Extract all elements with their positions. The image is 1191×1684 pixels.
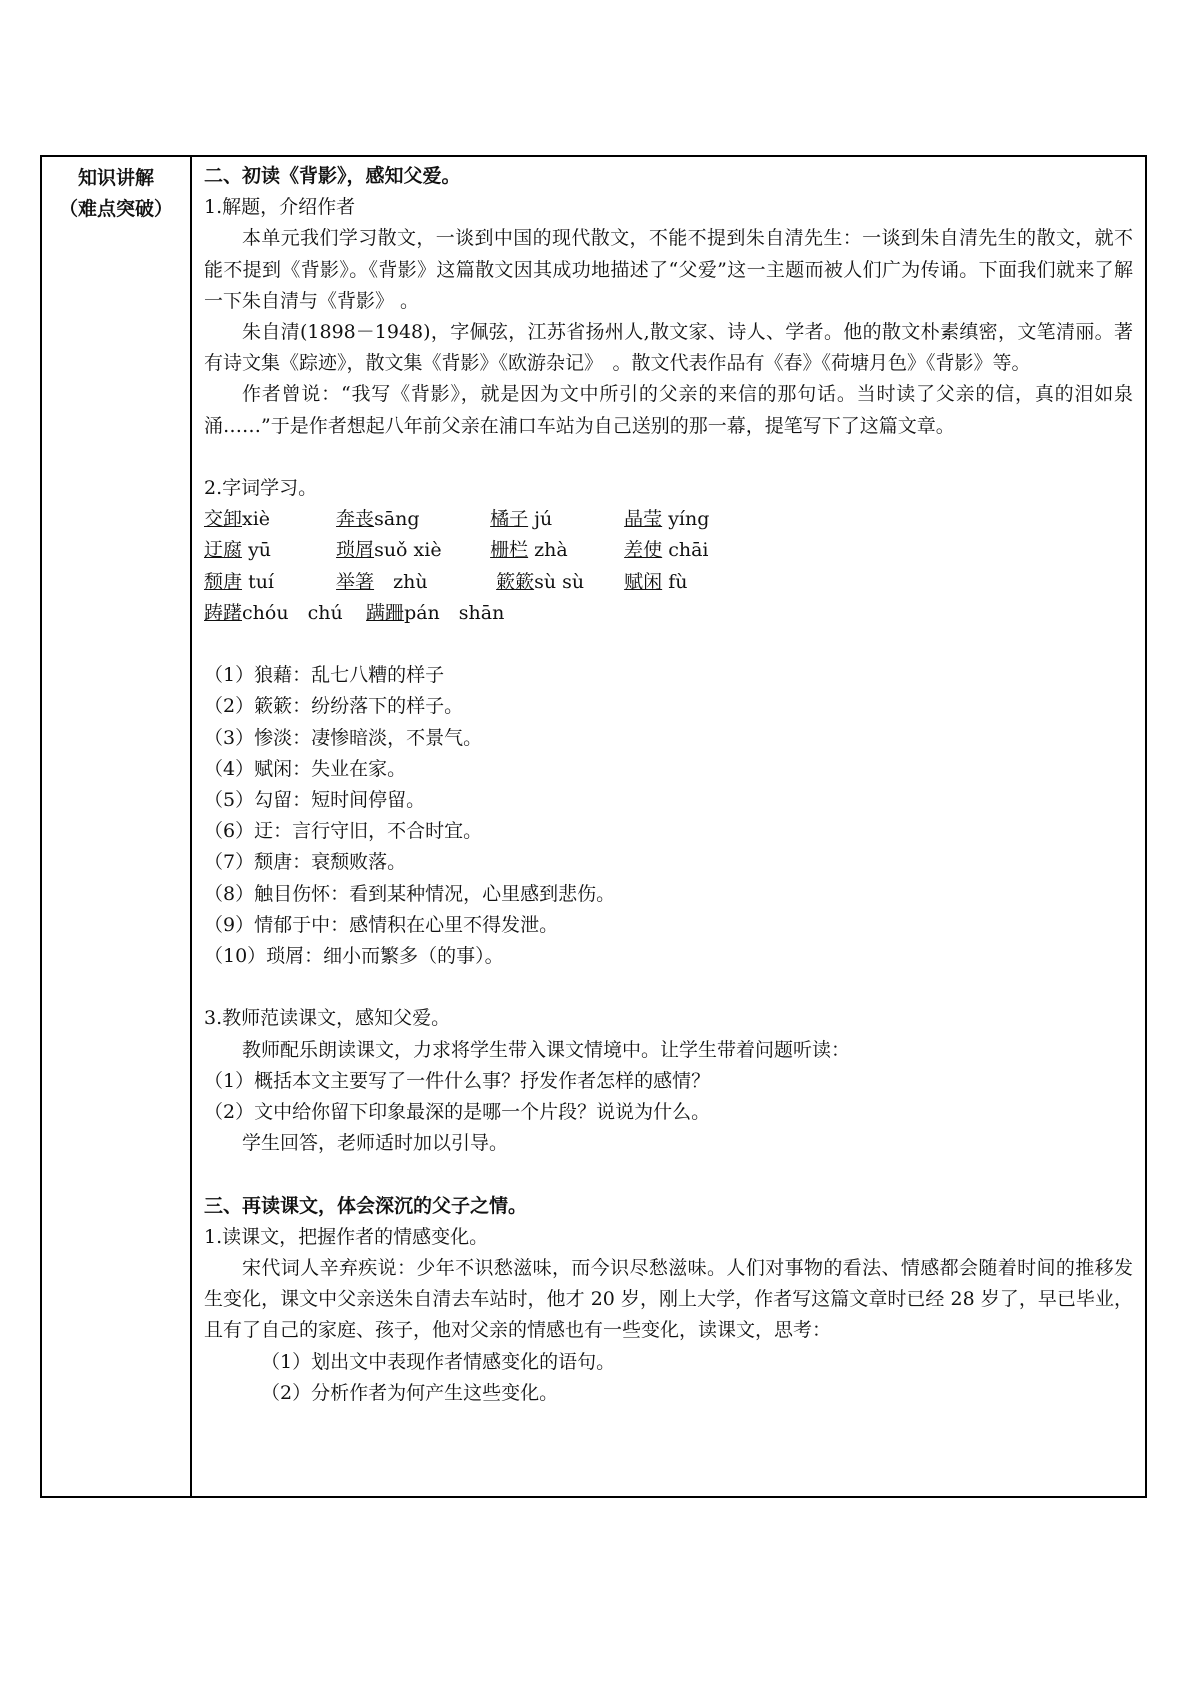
definition-item: （4）赋闲：失业在家。 [204,757,407,780]
answer-note: 学生回答，老师适时加以引导。 [242,1132,509,1155]
definition-item: （10）琐屑：细小而繁多（的事）。 [204,944,504,967]
definition-item: （8）触目伤怀：看到某种情况，心里感到悲伤。 [204,882,616,905]
definition-item: （2）簌簌：纷纷落下的样子。 [204,695,464,718]
section-label-line1: 知识讲解 [77,167,154,189]
vocab-row [204,598,1133,629]
definition-item: （7）颓唐：衰颓败落。 [204,851,407,874]
spacer [204,442,1133,473]
task-1: （1）划出文中表现作者情感变化的语句。 [261,1350,616,1373]
content-cell [192,157,1145,1496]
vocab-item: 栅栏 zhà [490,539,568,562]
vocab-item: 颓唐 tuí [204,570,275,593]
definition-item: （5）勾留：短时间停留。 [204,788,426,811]
vocab-item: 迂腐 yū [204,539,272,562]
spacer [204,629,1133,660]
vocab-item: 踌躇chóu chú [204,601,343,624]
reading-paragraph: 教师配乐朗读课文，力求将学生带入课文情境中。让学生带着问题听读： [242,1038,851,1061]
intro-paragraph: 本单元我们学习散文，一谈到中国的现代散文，不能不提到朱自清先生：一谈到朱自清先生的散文，就不能不提到《背影》。《背影》这篇散文因其成功地描述了“父爱”这一主题而被人们广为传诵。下面我们就来了解一下朱自清与《背影》 。 [204,227,1133,312]
vocab-item: 晶莹 yíng [624,508,710,531]
vocab-item: 奔丧sāng [336,508,420,531]
section-label-line2: （难点突破） [58,198,173,220]
vocab-row [204,567,1133,598]
lesson-table [40,155,1147,1498]
vocab-item: 差使 chāi [624,539,709,562]
vocab-item: 蹒跚pán shān [366,601,505,624]
section2-sub3: 3.教师范读课文，感知父爱。 [204,1007,451,1030]
spacer [204,1159,1133,1190]
vocab-grid [204,504,1133,629]
definition-item: （3）惨淡：凄惨暗淡，不景气。 [204,726,483,749]
section-label-cell [42,157,192,1496]
vocab-row [204,504,1133,535]
definitions-list [204,660,1133,972]
section2-heading: 二、初读《背影》，感知父爱。 [204,165,461,187]
quote-paragraph: 作者曾说：“我写《背影》，就是因为文中所引的父亲的来信的那句话。当时读了父亲的信，真的泪如泉涌……”于是作者想起八年前父亲在浦口车站为自己送别的那一幕，提笔写下了这篇文章。 [204,383,1133,437]
vocab-row [204,535,1133,566]
spacer [204,972,1133,1003]
section3-heading: 三、再读课文，体会深沉的父子之情。 [204,1194,528,1217]
vocab-item: 簌簌sù sù [496,570,585,593]
vocab-item: 赋闲 fù [624,570,688,593]
section2-sub1: 1.解题，介绍作者 [204,196,356,219]
vocab-item: 交卸xiè [204,508,271,531]
vocab-item: 举箸 zhù [336,570,428,593]
definition-item: （9）情郁于中：感情积在心里不得发泄。 [204,913,559,936]
task-2: （2）分析作者为何产生这些变化。 [261,1381,559,1404]
vocab-item: 琐屑suǒ xiè [336,539,442,562]
vocab-item: 橘子 jú [490,508,553,531]
definition-item: （1）狼藉：乱七八糟的样子 [204,664,445,687]
emotion-paragraph: 宋代词人辛弃疾说：少年不识愁滋味，而今识尽愁滋味。人们对事物的看法、情感都会随着时间的推移发生变化，课文中父亲送朱自清去车站时，他才 20 岁，刚上大学，作者写这篇文章时已经 28 岁了，早已毕业，且有了自己的家庭、孩子，他对父亲的情感也有一些变化，读课文，思考： [204,1256,1133,1342]
section2-sub2: 2.字词学习。 [204,477,318,500]
section3-sub1: 1.读课文，把握作者的情感变化。 [204,1225,489,1248]
question-2: （2）文中给你留下印象最深的是哪一个片段？说说为什么。 [204,1100,711,1123]
question-1: （1）概括本文主要写了一件什么事？抒发作者怎样的感情？ [204,1069,711,1092]
definition-item: （6）迂：言行守旧，不合时宜。 [204,820,483,843]
author-paragraph: 朱自清(1898－1948)，字佩弦，江苏省扬州人,散文家、诗人、学者。他的散文朴素缜密，文笔清丽。著有诗文集《踪迹》，散文集《背影》《欧游杂记》 。散文代表作品有《春》《荷塘月色》《背影》等。 [204,321,1133,375]
